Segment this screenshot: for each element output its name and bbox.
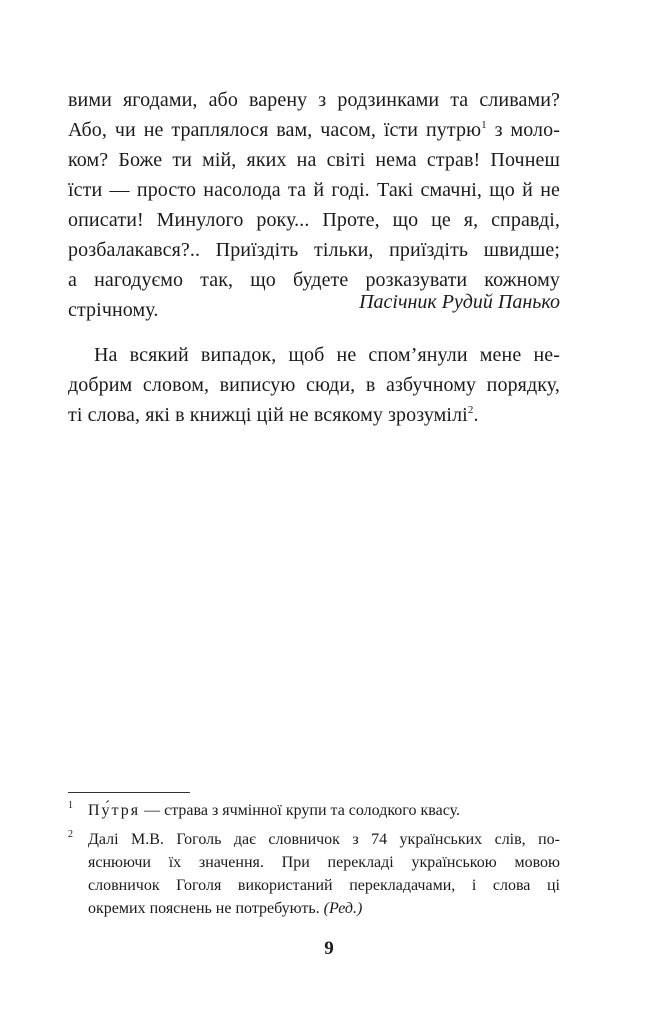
text-line: На всякий випадок, щоб не спом’янули мене не- (94, 344, 560, 366)
footnote-mark: 2 (68, 829, 73, 840)
footnote-ref: 2 (467, 404, 474, 416)
editor-note: (Ред.) (323, 900, 363, 917)
paragraph-glossary-intro (68, 340, 560, 430)
text-line: описати! Минулого року... Проте, що це я, справді, (68, 209, 560, 231)
text-line: а нагодуємо так, що будете розказувати кожному (68, 269, 560, 291)
footnote-separator (68, 792, 190, 793)
footnote-text: Далі М.В. Гоголь дає словничок з 74 українських слів, по- (88, 831, 560, 848)
footnotes (68, 799, 560, 920)
footnote-ref: 1 (481, 119, 487, 131)
footnote-1 (68, 799, 560, 822)
footnote-text: словничок Гоголя використаний перекладачами, і слова ці (88, 877, 560, 894)
footnote-mark: 1 (68, 800, 73, 811)
text-line: ті слова, які в книжці цій не всякому зрозумілі$^2$. (68, 404, 479, 426)
footnote-text: Пу́тря — страва з ячмінної крупи та солодкого квасу. (88, 802, 460, 819)
text-line: розбалакався?.. Приїздіть тільки, приїздіть швидше; (68, 239, 560, 261)
text-line: їсти — просто насолода та й годі. Такі смачні, що й не (68, 179, 560, 201)
footnote-text: яснюючи їх значення. При перекладі українською мовою (88, 854, 560, 871)
text-line: Або, чи не траплялося вам, часом, їсти путрю$^1$ з моло- (68, 119, 561, 141)
text-line: добрим словом, виписую сюди, в азбучному порядку, (68, 374, 560, 396)
footnote-text: окремих пояснень не потребують. (Ред.) (88, 900, 363, 917)
page-number: 9 (324, 938, 334, 959)
text-line: вими ягодами, або варену з родзинками та сливами? (68, 89, 560, 111)
text-line: ком? Боже ти мій, яких на світі нема страв! Почнеш (68, 149, 560, 171)
footnote-2 (68, 828, 560, 920)
footnote-term: Пу́тря (88, 802, 141, 819)
text-line: стрічному. (68, 299, 159, 321)
author-signature: Пасічник Рудий Панько (359, 291, 560, 313)
